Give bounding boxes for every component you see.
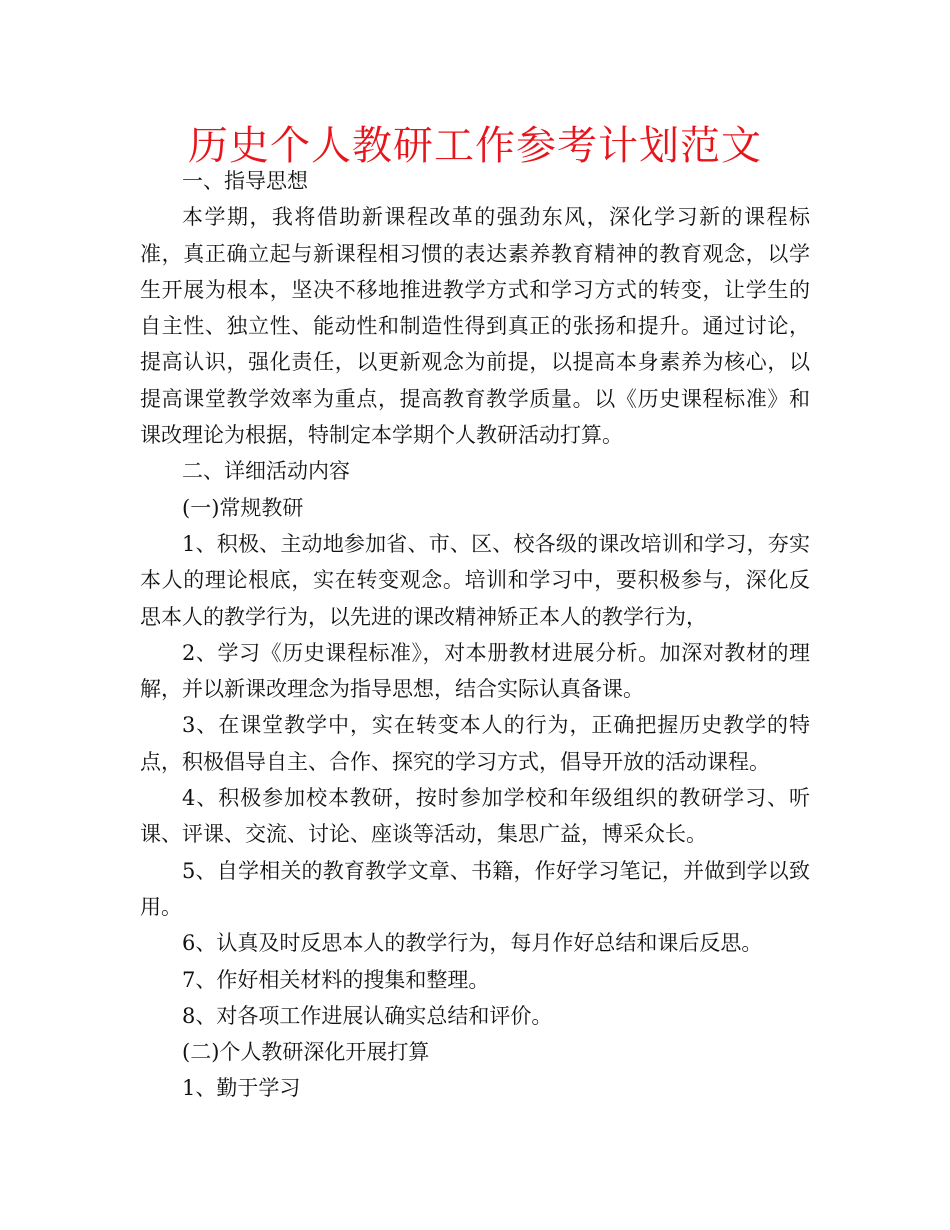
body-paragraph: 本学期，我将借助新课程改革的强劲东风，深化学习新的课程标准，真正确立起与新课程相习惯的表达素养教育精神的教育观念，以学生开展为根本，坚决不移地推进教学方式和学习方式的转变，让学生的自主性、独立性、能动性和制造性得到真正的张扬和提升。通过讨论，提高认识，强化责任，以更新观念为前提，以提高本身素养为核心，以提高课堂教学效率为重点，提高教育教学质量。以《历史课程标准》和课改理论为根据，特制定本学期个人教研活动打算。: [140, 205, 810, 448]
list-item: 6、认真及时反思本人的教学行为，每月作好总结和课后反思。: [182, 931, 763, 956]
list-item: 4、积极参加校本教研，按时参加学校和年级组织的教研学习、听课、评课、交流、讨论、座谈等活动，集思广益，博采众长。: [140, 786, 810, 847]
list-item: 8、对各项工作进展认确实总结和评价。: [182, 1003, 553, 1028]
document-title: 历史个人教研工作参考计划范文: [188, 123, 762, 169]
section-heading-guiding-ideology: 一、指导思想: [182, 169, 308, 193]
subsection-heading-routine-research: (一)常规教研: [182, 495, 304, 520]
list-item: 5、自学相关的教育教学文章、书籍，作好学习笔记，并做到学以致用。: [140, 858, 810, 919]
list-item: 3、在课堂教学中，实在转变本人的行为，正确把握历史教学的特点，积极倡导自主、合作、探究的学习方式，倡导开放的活动课程。: [140, 713, 810, 774]
document-body: [140, 163, 810, 1107]
section-heading-activity-content: 二、详细活动内容: [182, 459, 350, 484]
list-item: 2、学习《历史课程标准》，对本册教材进展分析。加深对教材的理解，并以新课改理念为指导思想，结合实际认真备课。: [140, 640, 810, 702]
list-item: 1、勤于学习: [182, 1076, 301, 1101]
subsection-heading-personal-plan: (二)个人教研深化开展打算: [182, 1040, 430, 1065]
list-item: 7、作好相关材料的搜集和整理。: [182, 967, 490, 992]
list-item: 1、积极、主动地参加省、市、区、校各级的课改培训和学习，夯实本人的理论根底，实在转变观念。培训和学习中，要积极参与，深化反思本人的教学行为，以先进的课改精神矫正本人的教学行为，: [140, 531, 810, 629]
